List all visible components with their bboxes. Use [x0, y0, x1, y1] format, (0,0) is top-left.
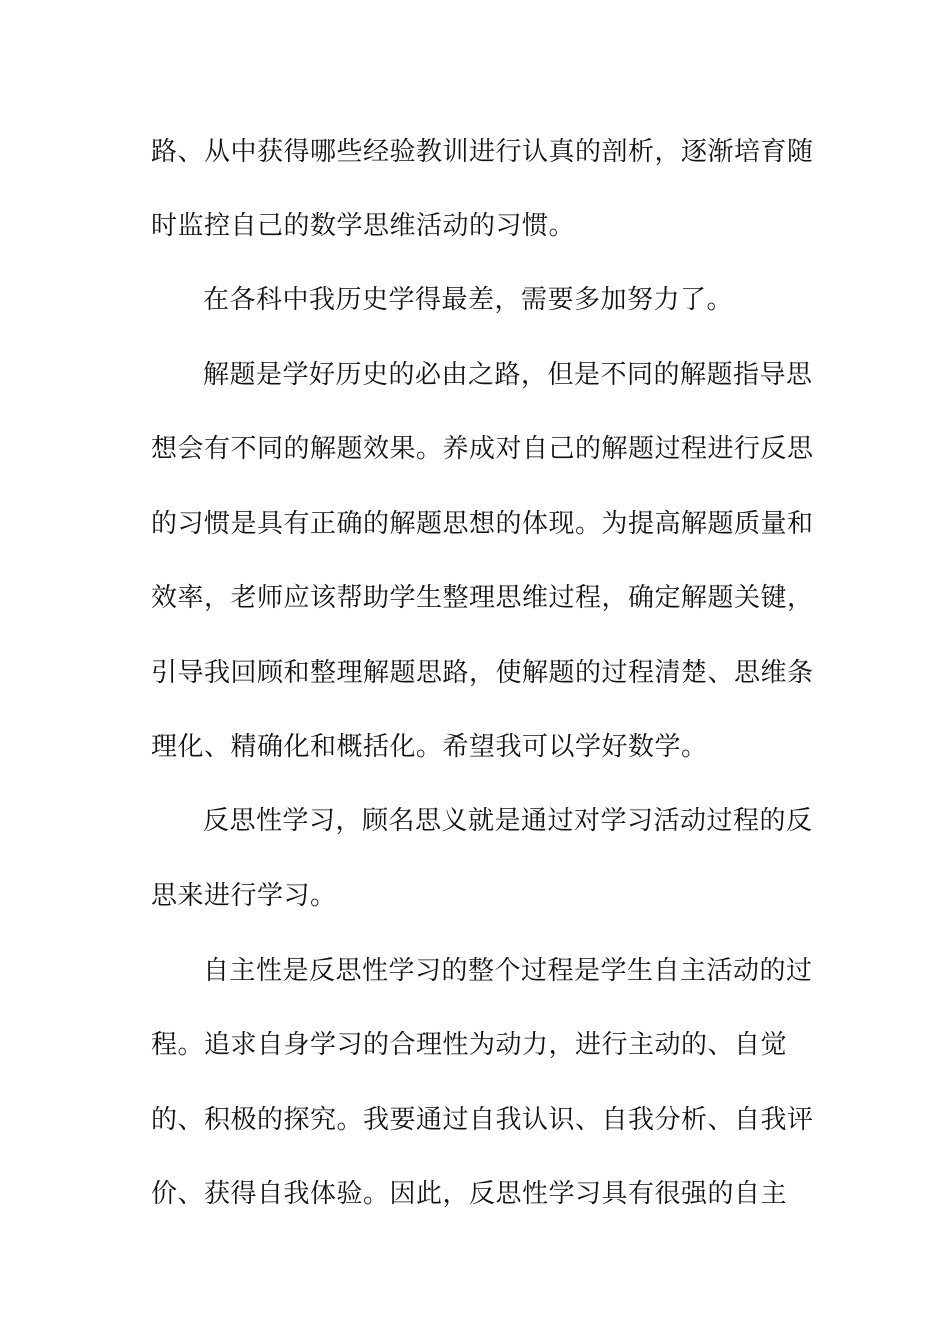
text-line: 的习惯是具有正确的解题思想的体现。为提高解题质量和 [151, 509, 814, 539]
text-line: 想会有不同的解题效果。养成对自己的解题过程进行反思 [151, 434, 814, 464]
paragraph-first-line: 自主性是反思性学习的整个过程是学生自主活动的过 [203, 956, 813, 986]
text-line: 的、积极的探究。我要通过自我认识、自我分析、自我评 [151, 1105, 814, 1135]
text-line: 时监控自己的数学思维活动的习惯。 [151, 211, 576, 241]
text-line: 价、获得自我体验。因此，反思性学习具有很强的自主 [151, 1179, 788, 1209]
text-line: 引导我回顾和整理解题思路，使解题的过程清楚、思维条 [151, 658, 814, 688]
text-line: 路、从中获得哪些经验教训进行认真的剖析，逐渐培育随 [151, 137, 814, 167]
text-line: 理化、精确化和概括化。希望我可以学好数学。 [151, 732, 708, 762]
paragraph-first-line: 在各科中我历史学得最差，需要多加努力了。 [203, 285, 734, 315]
text-line: 程。追求自身学习的合理性为动力，进行主动的、自觉 [151, 1030, 788, 1060]
text-line: 思来进行学习。 [151, 881, 337, 911]
text-line: 效率，老师应该帮助学生整理思维过程，确定解题关键， [151, 583, 814, 613]
paragraph-first-line: 反思性学习，顾名思义就是通过对学习活动过程的反 [203, 806, 813, 836]
paragraph-first-line: 解题是学好历史的必由之路，但是不同的解题指导思 [203, 360, 813, 390]
